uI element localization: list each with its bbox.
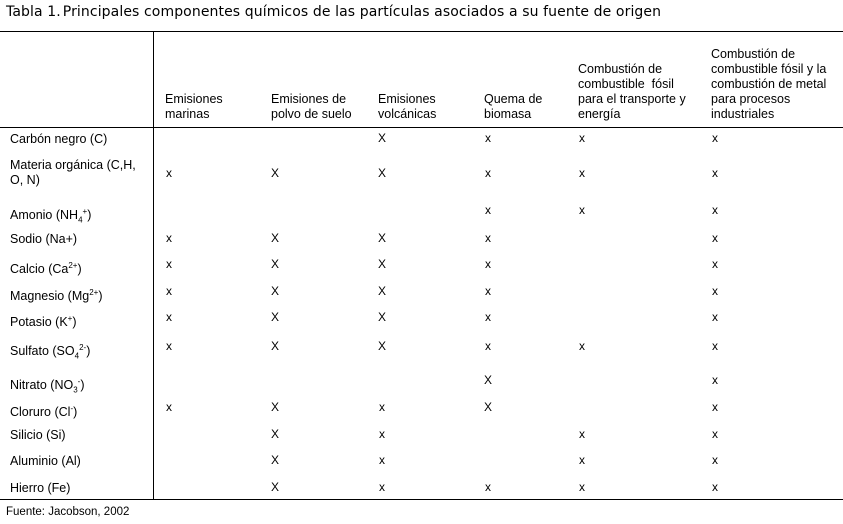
row-label-tail: ) [80,378,85,393]
table-cell-mark: x [485,166,491,180]
table-cell-mark: x [712,373,718,387]
row-label-text: Potasio (K [10,315,68,330]
table-cell-mark: x [166,310,172,324]
table-cell-mark: X [378,166,387,180]
table-cell-mark: x [712,310,718,324]
column-header-line: volcánicas [378,107,437,121]
table-cell-mark: X [378,339,387,353]
table-cell-mark: x [579,203,585,217]
row-label-text: Silicio (Si) [10,428,66,442]
superscript: - [77,377,81,386]
table-cell-mark: x [712,166,718,180]
column-header-line: Quema de [484,92,543,106]
table-cell-mark: x [485,131,491,145]
table-cell-mark: X [378,310,387,324]
table-cell-mark: x [712,453,718,467]
table-cell-mark: X [271,231,280,245]
table-cell-mark: x [485,203,491,217]
table-cell-mark: x [166,257,172,271]
subscript: 3 [73,385,78,395]
column-header-line: marinas [165,107,210,121]
table-cell-mark: X [271,480,280,494]
table-cell-mark: X [271,310,280,324]
table-cell-mark: x [712,339,718,353]
label-column-divider [153,31,154,499]
row-label [10,132,107,147]
table-cell-mark: x [379,427,385,441]
row-label-line: Materia orgánica (C,H, [10,158,136,172]
column-header-line: para procesos [711,92,791,106]
table-cell-mark: X [484,400,493,414]
table-number: Tabla 1. [6,4,61,20]
table-cell-mark: X [378,257,387,271]
table-cell-mark: x [712,480,718,494]
row-label-tail: ) [73,405,78,420]
superscript: + [67,314,73,323]
table-cell-mark: x [579,427,585,441]
column-header-line: industriales [711,107,775,121]
table-title: Principales componentes químicos de las partículas asociados a su fuente de origen [62,4,662,20]
row-label-text: Sodio (Na+) [10,232,78,246]
bottom-rule [0,499,843,500]
column-header-line: energía [578,107,621,121]
subscript: 4 [78,215,83,225]
row-label-tail: ) [98,289,103,304]
row-label-tail: ) [86,344,91,359]
superscript: 2- [79,343,87,352]
column-header [578,62,686,122]
table-cell-mark: x [579,453,585,467]
table-cell-mark: X [271,427,280,441]
column-header [165,92,223,122]
row-label [10,454,81,469]
row-label-text: Calcio (Ca [10,262,69,277]
row-label-tail: ) [87,208,92,223]
table-cell-mark: X [378,284,387,298]
table-cell-mark: X [271,257,280,271]
table-cell-mark: x [379,400,385,414]
row-label [10,428,66,443]
row-label [10,285,103,304]
column-header [271,92,352,122]
column-header-line: para el transporte y [578,92,686,106]
superscript: + [82,207,88,216]
superscript: 2+ [89,288,99,297]
row-label [10,311,77,330]
table-cell-mark: X [271,284,280,298]
column-header [711,47,826,122]
row-label-text: Amonio (NH [10,208,79,223]
table-cell-mark: x [712,131,718,145]
column-header-line: combustible fósil [578,77,674,91]
table-cell-mark: X [271,453,280,467]
superscript: 2+ [68,261,78,270]
table-cell-mark: x [485,284,491,298]
column-header [378,92,436,122]
table-cell-mark: x [379,480,385,494]
row-label [10,158,136,188]
table-cell-mark: x [166,339,172,353]
row-label-text: Carbón negro (C) [10,132,108,146]
table-cell-mark: x [485,231,491,245]
table-cell-mark: x [579,166,585,180]
row-label-text: Sulfato (SO [10,344,75,359]
table-cell-mark: x [166,166,172,180]
column-header-line: Combustión de [578,62,663,76]
row-label-text: Hierro (Fe) [10,481,71,495]
subscript: 4 [74,351,80,361]
table-cell-mark: x [485,257,491,271]
column-header-line: Combustión de [711,47,796,61]
row-label [10,232,77,247]
row-label-text: Aluminio (Al) [10,454,81,468]
table-cell-mark: x [579,131,585,145]
table-cell-mark: x [166,284,172,298]
column-header-line: polvo de suelo [271,107,352,121]
header-rule [0,127,843,128]
row-label-text: Nitrato (NO [10,378,74,393]
table-cell-mark: x [379,453,385,467]
row-label-tail: ) [72,315,77,330]
top-rule [0,31,843,32]
table-cell-mark: X [271,339,280,353]
table-cell-mark: x [712,231,718,245]
table-cell-mark: x [712,400,718,414]
column-header-line: combustión de metal [711,77,827,91]
table-cell-mark: x [166,231,172,245]
superscript: - [70,404,74,413]
table-cell-mark: x [485,339,491,353]
row-label [10,481,70,496]
table-source: Fuente: Jacobson, 2002 [6,506,130,518]
row-label-text: Cloruro (Cl [10,405,71,420]
column-header-line: Emisiones [165,92,223,106]
table-cell-mark: x [712,284,718,298]
table-cell-mark: X [378,131,387,145]
table-cell-mark: X [378,231,387,245]
table-cell-mark: x [166,400,172,414]
column-header-line: Emisiones [378,92,436,106]
table-cell-mark: X [271,166,280,180]
table-cell-mark: x [712,257,718,271]
table-cell-mark: X [484,373,493,387]
row-label-tail: ) [77,262,82,277]
column-header-line: biomasa [484,107,532,121]
row-label [10,374,85,398]
column-header-line: Emisiones de [271,92,347,106]
column-header [484,92,542,122]
table-cell-mark: X [271,400,280,414]
table-caption [6,4,661,20]
table-cell-mark: x [579,480,585,494]
table-cell-mark: x [579,339,585,353]
row-label-text: Magnesio (Mg [10,289,90,304]
table-cell-mark: x [712,203,718,217]
row-label-line: O, N) [10,173,40,187]
row-label [10,401,77,420]
table-cell-mark: x [485,310,491,324]
row-label [10,258,82,277]
column-header-line: combustible fósil y la [711,62,827,76]
table-cell-mark: x [712,427,718,441]
row-label [10,340,90,364]
table-cell-mark: x [485,480,491,494]
row-label [10,204,91,228]
